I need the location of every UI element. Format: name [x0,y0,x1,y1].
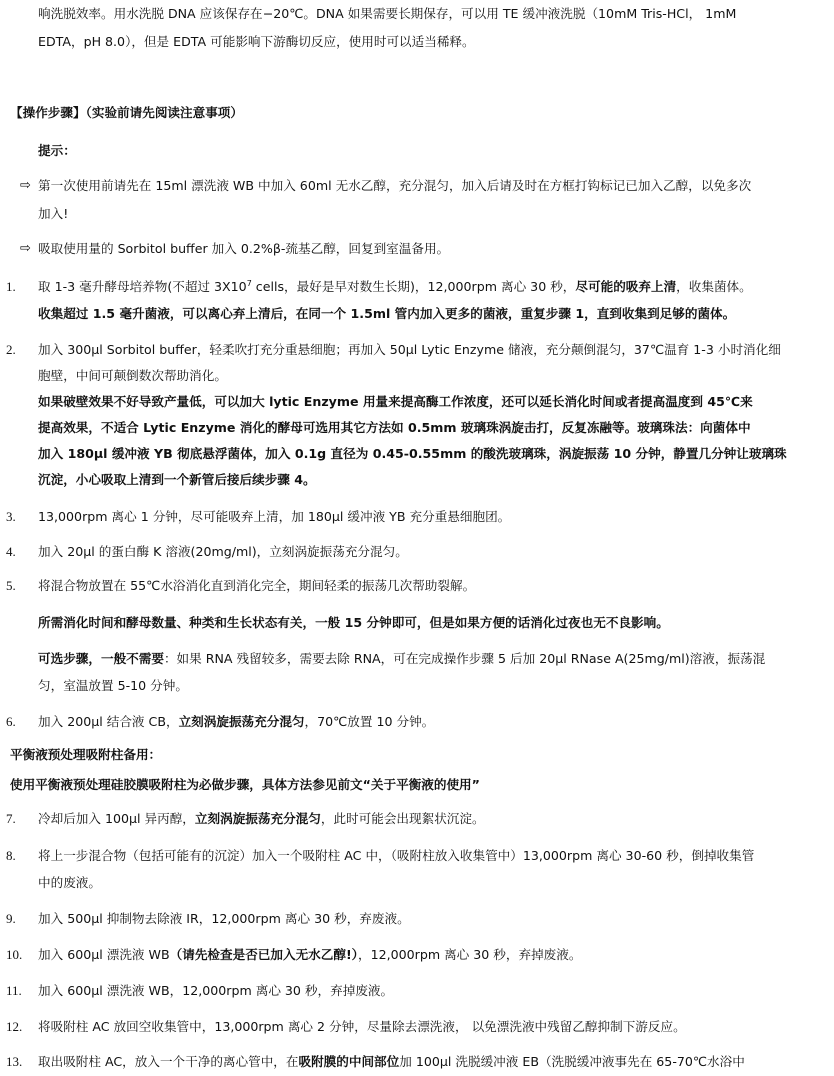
step-9-number: 9. [6,911,16,926]
step-5-number: 5. [6,578,16,593]
step-2-note-2: 提高效果，不适合 Lytic Enzyme 消化的酵母可选用其它方法如 0.5mm 玻璃珠涡旋击打，反复冻融等。玻璃珠法：向菌体中 [38,420,751,435]
intro-line-2: EDTA，pH 8.0），但是 EDTA 可能影响下游酶切反应，使用时可以适当稀释。 [38,34,475,49]
step-9-text: 加入 500μl 抑制物去除液 IR，12,000rpm 离心 30 秒，弃废液。 [38,911,410,926]
step-3-text: 13,000rpm 离心 1 分钟，尽可能吸弃上清，加 180μl 缓冲液 YB 充分重悬细胞团。 [38,509,511,524]
step-5-optional-line-1: 可选步骤，一般不需要：如果 RNA 残留较多，需要去除 RNA，可在完成操作步骤 5 后加 20μl RNase A(25mg/ml)溶液，振荡混 [38,651,766,666]
balance-heading: 平衡液预处理吸附柱备用： [10,747,162,762]
step-2-note-3: 加入 180μl 缓冲液 YB 彻底悬浮菌体，加入 0.1g 直径为 0.45-0.55mm 的酸洗玻璃珠，涡旋振荡 10 分钟，静置几分钟让玻璃珠 [38,446,787,461]
section-heading: 【操作步骤】（实验前请先阅读注意事项） [10,105,243,120]
step-3-number: 3. [6,509,16,524]
step-4-text: 加入 20μl 的蛋白酶 K 溶液(20mg/ml)，立刻涡旋振荡充分混匀。 [38,544,408,559]
intro-line-1: 响洗脱效率。用水洗脱 DNA 应该保存在−20℃。DNA 如果需要长期保存，可以用 TE 缓冲液洗脱（10mM Tris-HCl， 1mM [38,6,737,21]
step-12-number: 12. [6,1019,23,1034]
step-2-line-2: 胞壁，中间可颠倒数次帮助消化。 [38,368,227,383]
step-5-text: 将混合物放置在 55℃水浴消化直到消化完全，期间轻柔的振荡几次帮助裂解。 [38,578,476,593]
tip-1-line-2: 加入! [38,206,69,221]
step-5-optional-line-2: 匀，室温放置 5-10 分钟。 [38,678,188,693]
arrow-right-icon: ⇨ [20,241,31,256]
step-10-number: 10. [6,947,23,962]
step-2-number: 2. [6,342,16,357]
step-8-line-1: 将上一步混合物（包括可能有的沉淀）加入一个吸附柱 AC 中，（吸附柱放入收集管中）13,000rpm 离心 30-60 秒，倒掉收集管 [38,848,755,863]
tips-label: 提示： [38,143,76,158]
step-7-text: 冷却后加入 100μl 异丙醇，立刻涡旋振荡充分混匀，此时可能会出现絮状沉淀。 [38,811,485,826]
step-2-line-1: 加入 300μl Sorbitol buffer，轻柔吹打充分重悬细胞；再加入 50μl Lytic Enzyme 储液，充分颠倒混匀，37℃温育 1-3 小时消化细 [38,342,781,357]
step-7-number: 7. [6,811,16,826]
step-13-number: 13. [6,1054,23,1069]
step-5-note: 所需消化时间和酵母数量、种类和生长状态有关，一般 15 分钟即可，但是如果方便的话消化过夜也无不良影响。 [38,615,669,630]
step-13-text: 取出吸附柱 AC，放入一个干净的离心管中，在吸附膜的中间部位加 100μl 洗脱缓冲液 EB（洗脱缓冲液事先在 65-70℃水浴中 [38,1054,745,1069]
step-1-note: 收集超过 1.5 毫升菌液，可以离心弃上清后，在同一个 1.5ml 管内加入更多的菌液，重复步骤 1，直到收集到足够的菌体。 [38,306,736,321]
tip-2: 吸取使用量的 Sorbitol buffer 加入 0.2%β-巯基乙醇，回复到室温备用。 [38,241,450,256]
step-11-text: 加入 600μl 漂洗液 WB，12,000rpm 离心 30 秒，弃掉废液。 [38,983,394,998]
step-8-line-2: 中的废液。 [38,875,101,890]
step-1-text: 取 1-3 毫升酵母培养物(不超过 $3X10^7$ cells，最好是早对数生长期)，12,000rpm 离心 30 秒，尽可能的吸弃上清，收集菌体。 [38,278,752,294]
step-1-superscript: 7 [246,278,252,288]
balance-note: 使用平衡液预处理硅胶膜吸附柱为必做步骤，具体方法参见前文“关于平衡液的使用” [10,777,480,792]
step-6-text: 加入 200μl 结合液 CB，立刻涡旋振荡充分混匀，70℃放置 10 分钟。 [38,714,435,729]
step-8-number: 8. [6,848,16,863]
step-12-text: 将吸附柱 AC 放回空收集管中，13,000rpm 离心 2 分钟，尽量除去漂洗液， 以免漂洗液中残留乙醇抑制下游反应。 [38,1019,686,1034]
arrow-right-icon: ⇨ [20,178,31,193]
step-6-number: 6. [6,714,16,729]
tip-1-line-1: 第一次使用前请先在 15ml 漂洗液 WB 中加入 60ml 无水乙醇，充分混匀，加入后请及时在方框打钩标记已加入乙醇，以免多次 [38,178,752,193]
step-2-note-4: 沉淀，小心吸取上清到一个新管后接后续步骤 4。 [38,472,316,487]
step-1-number: 1. [6,279,16,294]
step-10-text: 加入 600μl 漂洗液 WB（请先检查是否已加入无水乙醇!），12,000rpm 离心 30 秒，弃掉废液。 [38,947,582,962]
step-4-number: 4. [6,544,16,559]
step-11-number: 11. [6,983,22,998]
step-2-note-1: 如果破壁效果不好导致产量低，可以加大 lytic Enzyme 用量来提高酶工作浓度，还可以延长消化时间或者提高温度到 45℃来 [38,394,753,409]
